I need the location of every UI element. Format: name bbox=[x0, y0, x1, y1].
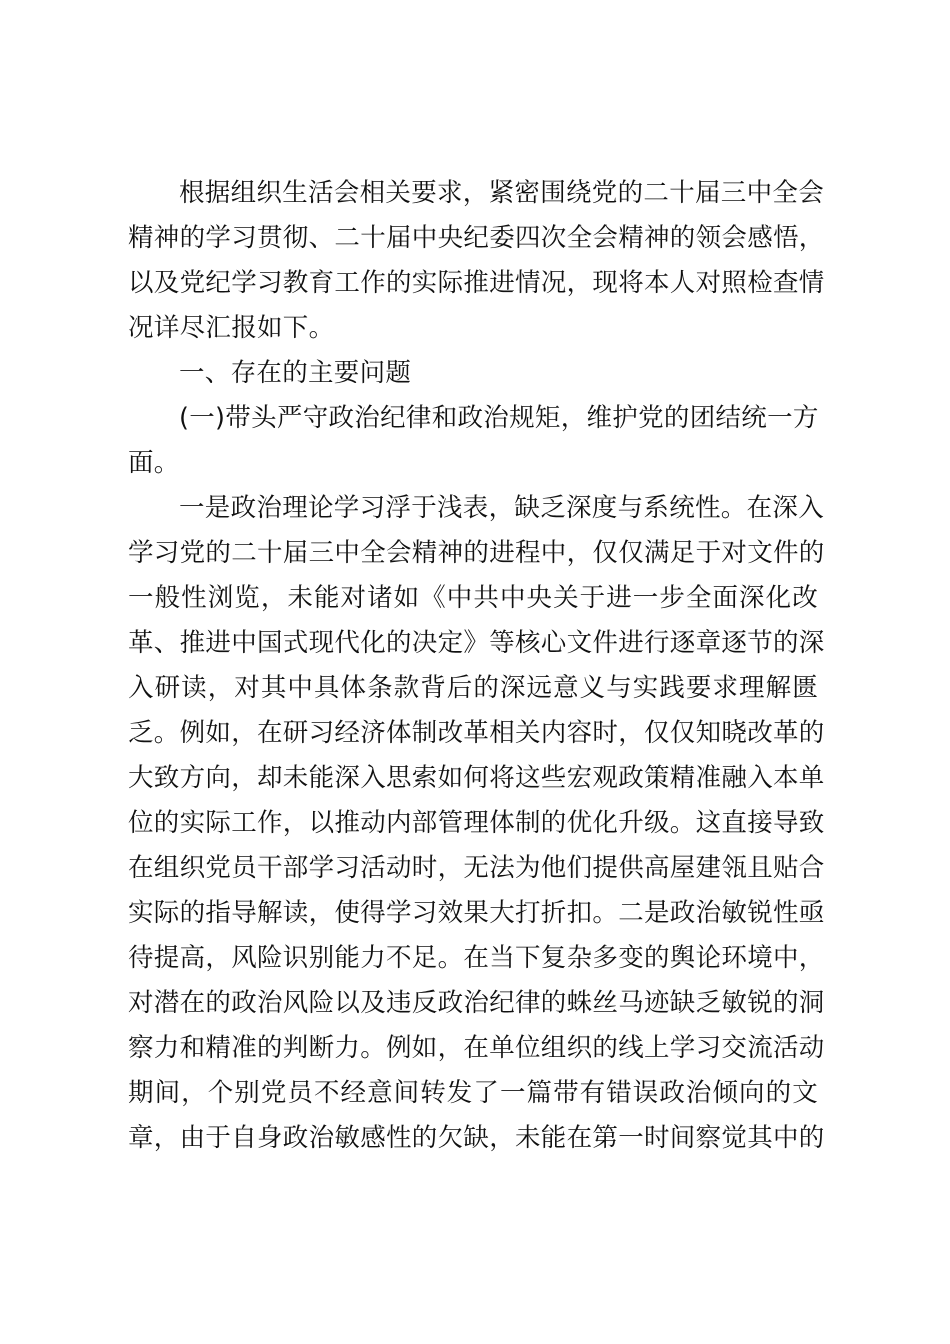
text-line: 革、推进中国式现代化的决定》等核心文件进行逐章逐节的深 bbox=[128, 628, 825, 658]
text-line: 精神的学习贯彻、二十届中央纪委四次全会精神的领会感悟， bbox=[128, 223, 825, 253]
subsection-heading bbox=[128, 396, 818, 486]
text-line: 根据组织生活会相关要求，紧密围绕党的二十届三中全会 bbox=[179, 178, 825, 208]
text-line: (一)带头严守政治纪律和政治规矩，维护党的团结统一方 bbox=[179, 403, 819, 433]
text-line: 一般性浏览，未能对诸如《中共中央关于进一步全面深化改 bbox=[128, 583, 818, 613]
text-line: 章，由于自身政治敏感性的欠缺，未能在第一时间察觉其中的 bbox=[128, 1123, 825, 1153]
body-paragraph bbox=[128, 486, 825, 1161]
text-line: 况详尽汇报如下。 bbox=[128, 313, 335, 343]
text-line: 入研读，对其中具体条款背后的深远意义与实践要求理解匮 bbox=[128, 673, 818, 703]
text-line: 察力和精准的判断力。例如，在单位组织的线上学习交流活动 bbox=[128, 1033, 825, 1063]
text-line: 对潜在的政治风险以及违反政治纪律的蛛丝马迹缺乏敏锐的洞 bbox=[128, 988, 825, 1018]
section-heading bbox=[128, 351, 818, 396]
text-line: 期间，个别党员不经意间转发了一篇带有错误政治倾向的文 bbox=[128, 1078, 818, 1108]
text-line: 在组织党员干部学习活动时，无法为他们提供高屋建瓴且贴合 bbox=[128, 853, 825, 883]
document-page bbox=[128, 171, 825, 1161]
intro-paragraph bbox=[128, 171, 825, 351]
text-line: 大致方向，却未能深入思索如何将这些宏观政策精准融入本单 bbox=[128, 763, 825, 793]
text-line: 位的实际工作，以推动内部管理体制的优化升级。这直接导致 bbox=[128, 808, 825, 838]
text-line: 以及党纪学习教育工作的实际推进情况，现将本人对照检查情 bbox=[128, 268, 825, 298]
text-line: 面。 bbox=[128, 448, 180, 478]
text-line: 实际的指导解读，使得学习效果大打折扣。二是政治敏锐性亟 bbox=[128, 898, 825, 928]
text-line: 学习党的二十届三中全会精神的进程中，仅仅满足于对文件的 bbox=[128, 538, 825, 568]
text-line: 一是政治理论学习浮于浅表，缺乏深度与系统性。在深入 bbox=[179, 493, 825, 523]
text-line: 待提高，风险识别能力不足。在当下复杂多变的舆论环境中， bbox=[128, 943, 825, 973]
text-line: 一、存在的主要问题 bbox=[179, 358, 412, 388]
text-line: 乏。例如，在研习经济体制改革相关内容时，仅仅知晓改革的 bbox=[128, 718, 825, 748]
